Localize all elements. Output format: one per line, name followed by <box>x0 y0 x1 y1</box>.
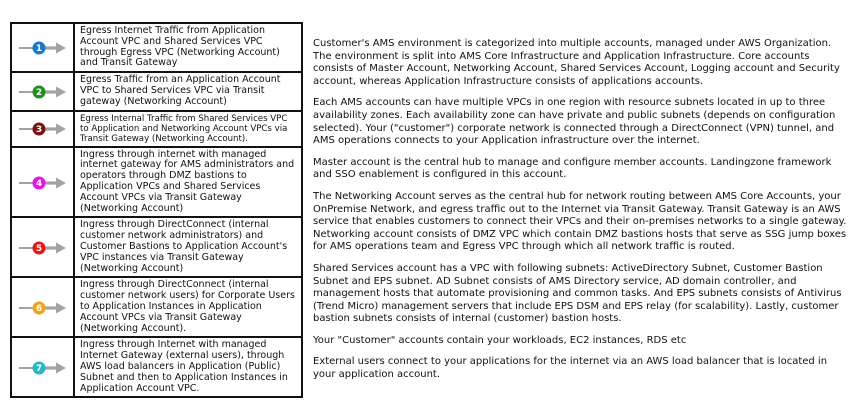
legend-arrow-cell <box>11 217 74 277</box>
flow-arrow-1-icon <box>18 39 68 57</box>
svg-text:7: 7 <box>35 364 42 375</box>
svg-text:5: 5 <box>35 244 42 255</box>
legend-arrow-cell <box>11 111 74 147</box>
paragraph-external-users: External users connect to your applications for the internet via an AWS load balancer that is located in your application account. <box>313 356 828 381</box>
flow-arrow-6-icon <box>18 299 68 317</box>
legend-row-text: Ingress through DirectConnect (internal customer network administrators) and Customer Bastions to Application Account's VPC instances via Transit Gateway (Networking Account) <box>74 217 302 277</box>
svg-text:6: 6 <box>35 304 42 315</box>
legend-row-text: Egress Internal Traffic from Shared Services VPC to Application and Networking Account VPCs via Transit Gateway (Networking Account). <box>74 111 302 147</box>
svg-text:3: 3 <box>35 125 42 136</box>
legend-row <box>11 23 302 72</box>
legend-arrow-cell <box>11 72 74 110</box>
paragraph-shared-services: Shared Services account has a VPC with following subnets: ActiveDirectory Subnet, Customer Bastion Subnet and EPS subnet. AD Subnet consists of AMS Directory service, AD domain controller, and management hosts that automate provisioning and common tasks. And EPS subnets consists of Antivirus (Trend Micro) management servers that include EPS DSM and EPS relay (for scalability). Lastly, customer bastion subnets consists of internal (customer) bastion hosts. <box>313 262 842 325</box>
legend-row-text: Egress Internet Traffic from Application Account VPC and Shared Services VPC through Egress VPC (Networking Account) and Transit Gateway <box>74 23 302 72</box>
legend-arrow-cell <box>11 147 74 218</box>
svg-text:4: 4 <box>35 178 42 189</box>
paragraph-master-account: Master account is the central hub to manage and configure member accounts. Landingzone framework and SSO enablement is configured in this account. <box>313 156 832 181</box>
legend-arrow-cell <box>11 277 74 337</box>
legend-row <box>11 337 302 397</box>
legend-row <box>11 111 302 147</box>
legend-row <box>11 72 302 110</box>
legend-row-text: Ingress through internet with managed internet gateway for AMS administrators and operators through DMZ bastions to Application VPCs and Shared Services Account VPCs via Transit Gateway (Networking Account) <box>74 147 302 218</box>
flow-arrow-2-icon <box>18 83 68 101</box>
flow-arrow-3-icon <box>18 120 68 138</box>
legend-row-text: Ingress through Internet with managed Internet Gateway (external users), through AWS load balancers in Application (Public) Subnet and then to Application Instances in Application Account VPC. <box>74 337 302 397</box>
legend-row-text: Ingress through DirectConnect (internal customer network users) for Corporate Users to Application Instances in Application Account VPCs via Transit Gateway (Networking Account). <box>74 277 302 337</box>
description-text-block <box>313 38 847 391</box>
svg-text:2: 2 <box>35 88 42 99</box>
paragraph-ams-environment: Customer's AMS environment is categorized into multiple accounts, managed under AWS Organization. The environment is split into AMS Core Infrastructure and Application Infrastructure. Core accounts consists of Master Account, Networking Account, Shared Services Account, Logging account and Security account, whereas Application Infrastructure consists of applications accounts. <box>313 38 840 87</box>
legend-row <box>11 277 302 337</box>
legend-row <box>11 147 302 218</box>
flow-arrow-7-icon <box>18 359 68 377</box>
paragraph-customer-accounts: Your "Customer" accounts contain your workloads, EC2 instances, RDS etc <box>313 334 687 346</box>
flow-arrow-4-icon <box>18 174 68 192</box>
legend-arrow-cell <box>11 23 74 72</box>
paragraph-vpcs-azs: Each AMS accounts can have multiple VPCs in one region with resource subnets located in up to three availability zones. Each availability zone can have private and public subnets (depends on configuration selected). Your ("customer") corporate network is connected through a DirectConnect (VPN) tunnel, and AMS operations connects to your Application infrastructure over the internet. <box>313 97 836 147</box>
legend-arrow-cell <box>11 337 74 397</box>
legend-row <box>11 217 302 277</box>
legend-table <box>10 22 303 398</box>
legend-row-text: Egress Traffic from an Application Account VPC to Shared Services VPC via Transit gateway (Networking Account) <box>74 72 302 110</box>
svg-text:1: 1 <box>35 44 42 55</box>
paragraph-networking-account: The Networking Account serves as the central hub for network routing between AMS Core Accounts, your OnPremise Network, and egress traffic out to the Internet via Transit Gateway. Transit Gateway is an AWS service that enables customers to connect their VPCs and their on-premises networks to a single gateway. Networking account consists of DMZ VPC which contain DMZ bastions hosts that serve as SSG jump boxes for AMS operations team and Egress VPC through which all network traffic is routed. <box>313 190 847 253</box>
flow-arrow-5-icon <box>18 239 68 257</box>
